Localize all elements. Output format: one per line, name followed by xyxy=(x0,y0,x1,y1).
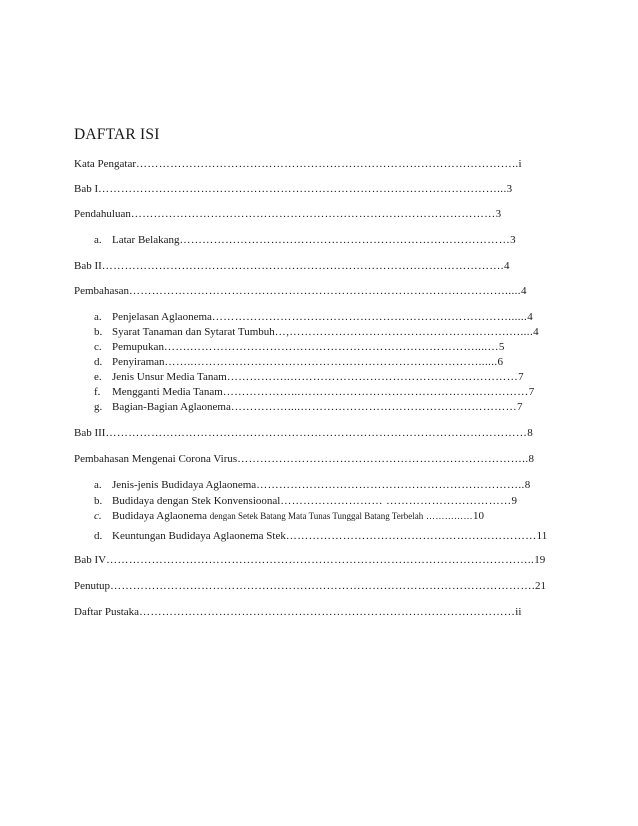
toc-leader-dots: ……………………………………………………………………………………………... xyxy=(98,183,507,195)
toc-page-number: 4 xyxy=(520,285,527,297)
toc-subentry-marker: a. xyxy=(94,234,102,246)
toc-entry xyxy=(74,579,546,593)
toc-leader-dots: ……………..…………………………………………………… xyxy=(226,371,519,383)
toc-subentry xyxy=(94,370,524,384)
toc-subentry xyxy=(94,385,534,399)
toc-page-number: 10 xyxy=(472,510,484,522)
toc-page-number: 8 xyxy=(524,479,531,491)
toc-entry-text-small: dengan Setek Batang Mata Tunas Tunggal Batang Terbelah xyxy=(209,511,424,521)
toc-entry-text: Bagian-Bagian Aglaonema xyxy=(112,401,231,413)
toc-leader-dots: ………………………………………………………………………………………..... xyxy=(128,285,521,297)
page-title: DAFTAR ISI xyxy=(74,126,160,143)
toc-entry xyxy=(74,182,512,196)
toc-leader-dots: ………………………………………………………………………………………………….. xyxy=(106,554,535,566)
toc-leader-dots: ………………………………………………………… xyxy=(285,530,537,542)
toc-entry xyxy=(74,207,501,221)
toc-page-number: 19 xyxy=(534,554,546,566)
toc-page-number: ii xyxy=(515,606,522,618)
toc-entry-text: Bab IV xyxy=(74,554,107,566)
toc-leader-dots: …………………………………………………………………………… xyxy=(179,234,511,246)
toc-leader-dots: ……………………………………………………………………………………………. xyxy=(101,260,504,272)
toc-page-number: 7 xyxy=(517,401,523,413)
toc-subentry xyxy=(94,355,503,369)
toc-subentry-marker: g. xyxy=(94,401,103,413)
toc-subentry xyxy=(94,340,504,354)
toc-leader-dots: ……..…………………………………………………………………...... xyxy=(164,356,498,368)
toc-page-number: 9 xyxy=(511,495,517,507)
toc-subentry-marker: a. xyxy=(94,311,102,323)
toc-page-number: 5 xyxy=(498,341,505,353)
toc-page-number: 4 xyxy=(533,326,539,338)
toc-entry-text: Bab III xyxy=(74,427,106,439)
toc-entry-text: Keuntungan Budidaya Aglaonema Stek xyxy=(112,530,286,542)
toc-leader-dots: ………………………………………………………………….. xyxy=(237,453,529,465)
toc-subentry xyxy=(94,310,533,324)
toc-subentry xyxy=(94,529,547,543)
toc-subentry-marker: c. xyxy=(94,341,102,353)
toc-page-number: 3 xyxy=(495,208,502,220)
toc-page-number: 8 xyxy=(527,427,533,439)
toc-entry-text: Penutup xyxy=(74,580,111,592)
toc-leader-dots: …………………………………………………………………………………………………. xyxy=(110,580,536,592)
toc-entry-text: Budidaya Aglaonema xyxy=(112,510,208,522)
toc-page-number: 21 xyxy=(535,580,547,592)
toc-leader-dots: ………………………………………………………………………………………………… xyxy=(105,427,528,439)
toc-entry-text: Penjelasan Aglaonema xyxy=(112,311,212,323)
toc-leader-dots: ………………...…………………………………………………… xyxy=(222,386,529,398)
toc-subentry xyxy=(94,494,517,508)
toc-leader-dots: …….…………………………………………………………………....… xyxy=(163,341,499,353)
toc-entry-text: Bab II xyxy=(74,260,102,272)
toc-page-number: i xyxy=(518,158,522,170)
toc-leader-dots: …,………………………………………………….….... xyxy=(274,326,534,338)
toc-entry-text: Jenis-jenis Budidaya Aglaonema xyxy=(112,479,257,491)
toc-page-number: 3 xyxy=(506,183,513,195)
toc-subentry xyxy=(94,233,516,247)
toc-entry xyxy=(74,553,545,567)
toc-entry xyxy=(74,605,521,619)
toc-entry-text: Mengganti Media Tanam xyxy=(112,386,223,398)
toc-entry-text: Budidaya dengan Stek Konvensioonal xyxy=(112,495,281,507)
toc-page-number: 6 xyxy=(497,356,504,368)
toc-entry-text: Penyiraman xyxy=(112,356,165,368)
toc-subentry-marker: a. xyxy=(94,479,102,491)
toc-entry xyxy=(74,426,533,440)
toc-leader-dots: ……………………………………………………………………...... xyxy=(211,311,528,323)
toc-leader-dots: …………………………………………………………………………………… xyxy=(130,208,496,220)
toc-subentry xyxy=(94,400,523,414)
toc-page-number: 11 xyxy=(536,530,548,542)
toc-leader-dots: ……………....………………………………………………… xyxy=(230,401,518,413)
toc-entry-text: Pendahuluan xyxy=(74,208,131,220)
toc-entry-text: Syarat Tanaman dan Sytarat Tumbuh xyxy=(112,326,275,338)
toc-entry-text: Pemupukan xyxy=(112,341,164,353)
toc-page-number: 4 xyxy=(527,311,533,323)
toc-entry-text: Kata Pengatar xyxy=(74,158,136,170)
toc-subentry-marker: d. xyxy=(94,356,103,368)
toc-subentry-marker: d. xyxy=(94,530,103,542)
toc-entry-text: Jenis Unsur Media Tanam xyxy=(112,371,227,383)
toc-entry-text: Pembahasan Mengenai Corona Virus xyxy=(74,453,238,465)
toc-entry xyxy=(74,284,526,298)
toc-entry-text: Bab I xyxy=(74,183,99,195)
toc-page-number: 7 xyxy=(518,371,524,383)
toc-subentry-marker: e. xyxy=(94,371,102,383)
toc-page-number: 3 xyxy=(510,234,516,246)
toc-subentry xyxy=(94,325,539,339)
toc-subentry-marker: b. xyxy=(94,495,103,507)
toc-entry-text: Pembahasan xyxy=(74,285,129,297)
toc-page-number: 7 xyxy=(528,386,535,398)
toc-subentry-marker: f. xyxy=(94,386,101,398)
toc-subentry-marker: c. xyxy=(94,510,102,522)
toc-subentry-marker: b. xyxy=(94,326,103,338)
toc-leader-dots: …………… xyxy=(425,511,473,521)
toc-entry xyxy=(74,259,509,273)
toc-entry xyxy=(74,157,522,171)
toc-leader-dots: …………………………………………………………….. xyxy=(256,479,525,491)
toc-entry-text: Daftar Pustaka xyxy=(74,606,140,618)
toc-leader-dots: ……………………………………………………………………………………….. xyxy=(136,158,519,170)
toc-leader-dots: ……………………………………………………………………………………… xyxy=(139,606,516,618)
toc-entry-text: Latar Belakang xyxy=(112,234,180,246)
toc-leader-dots: ……………………… …………………………… xyxy=(280,495,512,507)
toc-page-number: 8 xyxy=(528,453,534,465)
toc-page-number: 4 xyxy=(503,260,510,272)
toc-subentry xyxy=(94,478,530,492)
toc-entry xyxy=(74,452,534,466)
toc-subentry xyxy=(94,509,484,523)
